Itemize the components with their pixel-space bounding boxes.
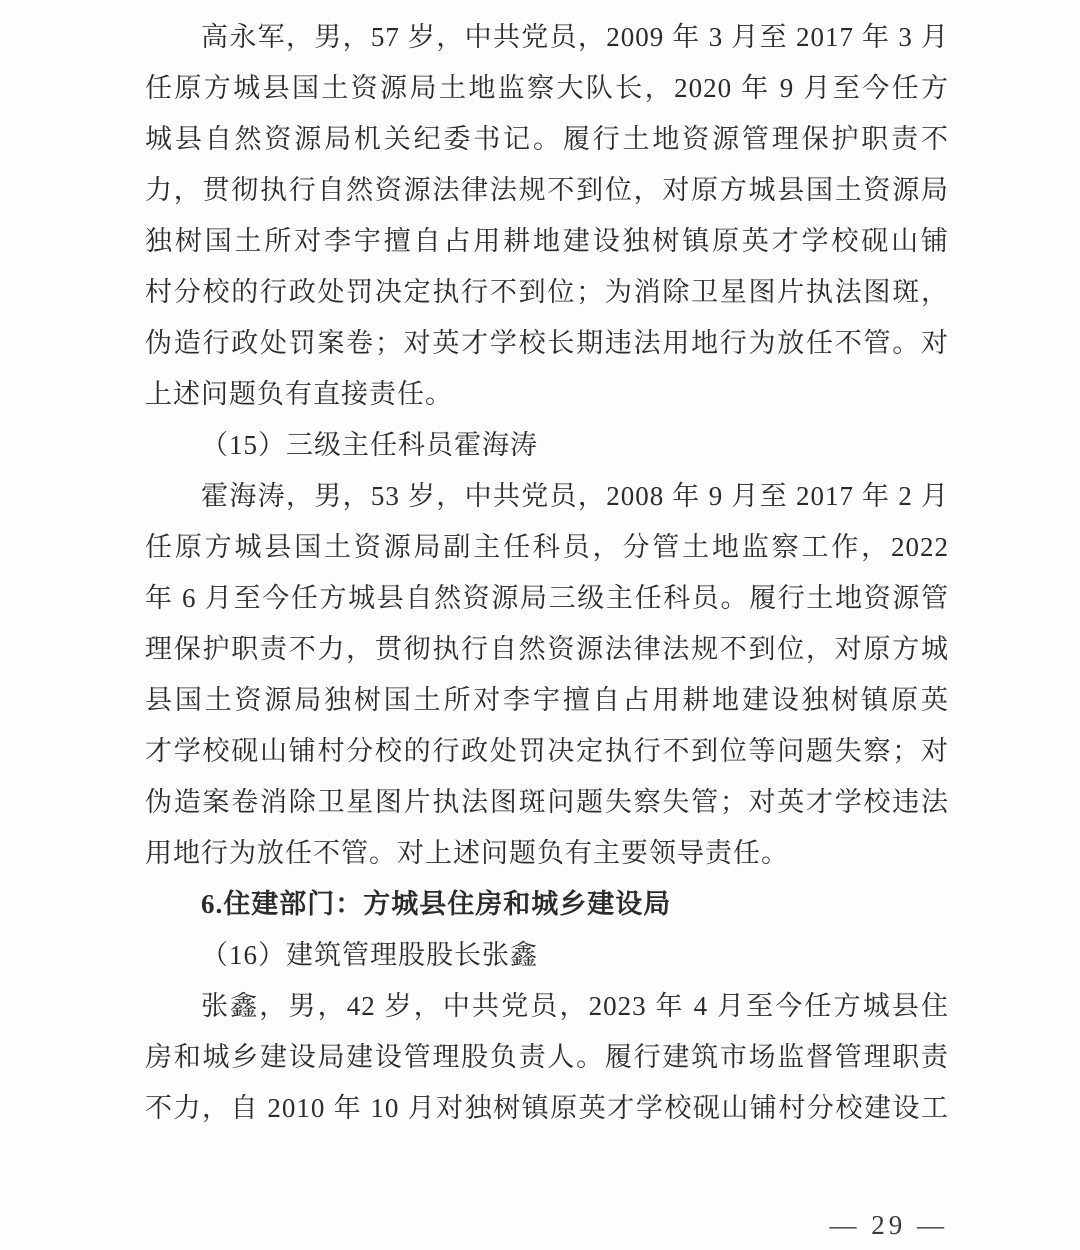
section-heading-6: 6.住建部门：方城县住房和城乡建设局 <box>201 889 672 919</box>
body-line: 张鑫，男，42 岁，中共党员，2023 年 4 月至今任方城县住 <box>201 991 949 1021</box>
body-line: 县国土资源局独树国土所对李宇擅自占用耕地建设独树镇原英 <box>145 685 949 715</box>
body-line: 才学校砚山铺村分校的行政处罚决定执行不到位等问题失察；对 <box>145 736 949 766</box>
item-heading-16: （16）建筑管理股股长张鑫 <box>201 940 538 970</box>
body-line: 村分校的行政处罚决定执行不到位；为消除卫星图片执法图斑， <box>145 277 949 307</box>
body-line: 用地行为放任不管。对上述问题负有主要领导责任。 <box>145 838 789 868</box>
document-body <box>145 12 949 1134</box>
body-line: 任原方城县国土资源局副主任科员，分管土地监察工作，2022 <box>145 532 949 562</box>
body-line: 房和城乡建设局建设管理股负责人。履行建筑市场监督管理职责 <box>145 1042 949 1072</box>
body-line: 理保护职责不力，贯彻执行自然资源法律法规不到位，对原方城 <box>145 634 949 664</box>
body-line: 伪造行政处罚案卷；对英才学校长期违法用地行为放任不管。对 <box>145 328 949 358</box>
body-line: 任原方城县国土资源局土地监察大队长，2020 年 9 月至今任方 <box>145 73 949 103</box>
body-line: 上述问题负有直接责任。 <box>145 379 453 409</box>
body-line: 城县自然资源局机关纪委书记。履行土地资源管理保护职责不 <box>145 124 949 154</box>
body-line: 年 6 月至今任方城县自然资源局三级主任科员。履行土地资源管 <box>145 583 949 613</box>
body-line: 高永军，男，57 岁，中共党员，2009 年 3 月至 2017 年 3 月 <box>201 22 949 52</box>
page-number: — 29 — <box>829 1210 948 1240</box>
body-line: 霍海涛，男，53 岁，中共党员，2008 年 9 月至 2017 年 2 月 <box>201 481 949 511</box>
body-line: 独树国土所对李宇擅自占用耕地建设独树镇原英才学校砚山铺 <box>145 226 949 256</box>
body-line: 伪造案卷消除卫星图片执法图斑问题失察失管；对英才学校违法 <box>145 787 949 817</box>
item-heading-15: （15）三级主任科员霍海涛 <box>201 430 538 460</box>
body-line: 力，贯彻执行自然资源法律法规不到位，对原方城县国土资源局 <box>145 175 949 205</box>
body-line: 不力，自 2010 年 10 月对独树镇原英才学校砚山铺村分校建设工 <box>145 1093 949 1123</box>
